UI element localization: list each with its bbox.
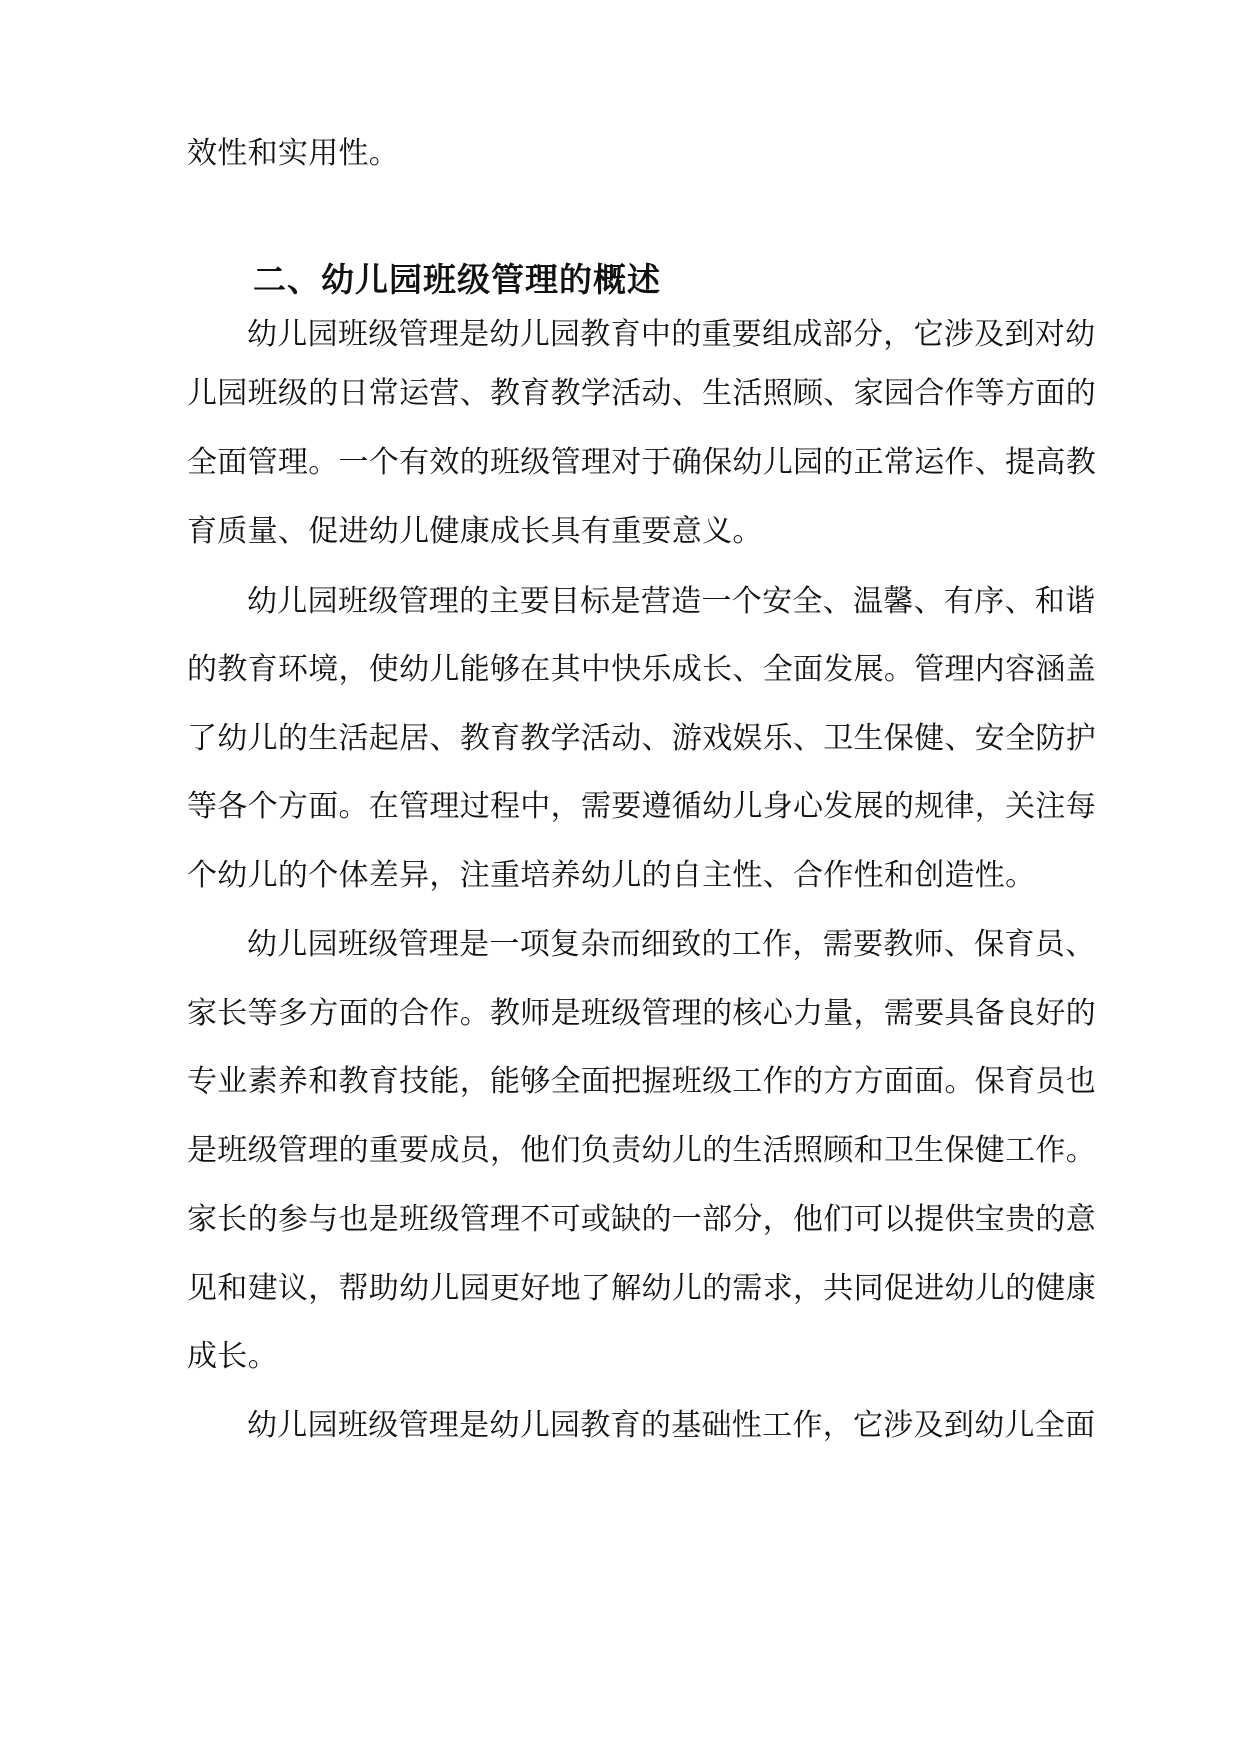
paragraph-1-line-1: 幼儿园班级管理是幼儿园教育中的重要组成部分，它涉及到对幼 — [247, 317, 1096, 352]
paragraph-1-line-2: 儿园班级的日常运营、教育教学活动、生活照顾、家园合作等方面的 — [187, 376, 1096, 411]
paragraph-3-line-6: 见和建议，帮助幼儿园更好地了解幼儿的需求，共同促进幼儿的健康 — [187, 1271, 1096, 1306]
paragraph-2-line-2: 的教育环境，使幼儿能够在其中快乐成长、全面发展。管理内容涵盖 — [187, 652, 1096, 687]
paragraph-2-line-4: 等各个方面。在管理过程中，需要遵循幼儿身心发展的规律，关注每 — [187, 789, 1096, 824]
paragraph-3-line-4: 是班级管理的重要成员，他们负责幼儿的生活照顾和卫生保健工作。 — [187, 1133, 1096, 1168]
paragraph-3-line-3: 专业素养和教育技能，能够全面把握班级工作的方方面面。保育员也 — [187, 1064, 1096, 1099]
paragraph-3-line-7: 成长。 — [187, 1339, 278, 1374]
section-heading: 二、幼儿园班级管理的概述 — [253, 260, 661, 299]
paragraph-1-line-3: 全面管理。一个有效的班级管理对于确保幼儿园的正常运作、提高教 — [187, 445, 1096, 480]
paragraph-3-line-1: 幼儿园班级管理是一项复杂而细致的工作，需要教师、保育员、 — [247, 927, 1096, 962]
paragraph-2-line-5: 个幼儿的个体差异，注重培养幼儿的自主性、合作性和创造性。 — [187, 858, 1036, 893]
paragraph-2-line-1: 幼儿园班级管理的主要目标是营造一个安全、温馨、有序、和谐 — [247, 584, 1096, 619]
paragraph-3-line-2: 家长等多方面的合作。教师是班级管理的核心力量，需要具备良好的 — [187, 996, 1096, 1031]
paragraph-1-line-4: 育质量、促进幼儿健康成长具有重要意义。 — [187, 514, 763, 549]
paragraph-4-line-1: 幼儿园班级管理是幼儿园教育的基础性工作，它涉及到幼儿全面 — [247, 1408, 1096, 1443]
carryover-line: 效性和实用性。 — [187, 136, 400, 171]
paragraph-3-line-5: 家长的参与也是班级管理不可或缺的一部分，他们可以提供宝贵的意 — [187, 1202, 1096, 1237]
paragraph-2-line-3: 了幼儿的生活起居、教育教学活动、游戏娱乐、卫生保健、安全防护 — [187, 721, 1096, 756]
